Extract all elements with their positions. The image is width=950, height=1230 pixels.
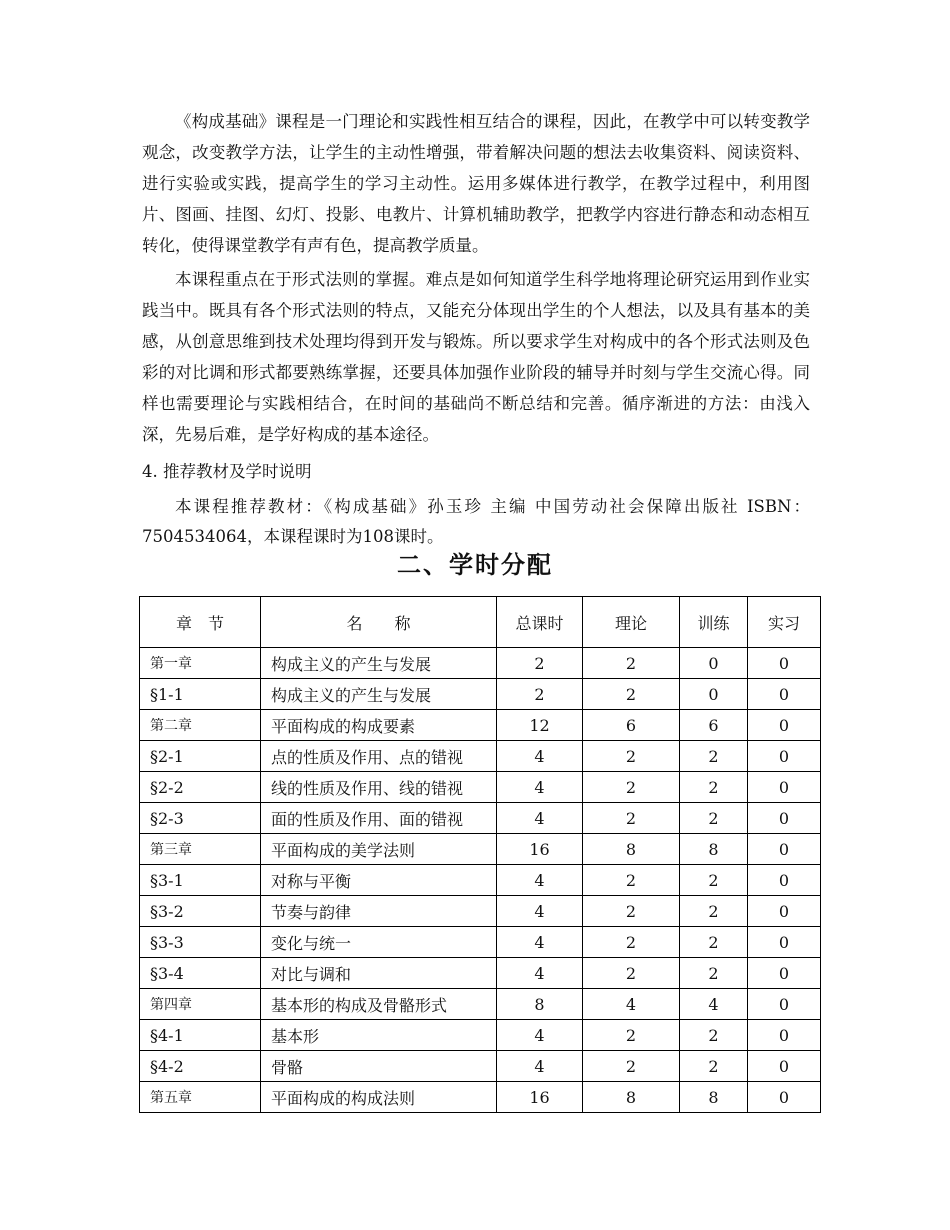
cell-total: 4 bbox=[497, 741, 583, 772]
cell-practice: 0 bbox=[748, 648, 821, 679]
cell-theory: 2 bbox=[583, 865, 680, 896]
cell-theory: 2 bbox=[583, 803, 680, 834]
table-row bbox=[140, 772, 821, 803]
cell-theory: 2 bbox=[583, 679, 680, 710]
cell-name: 基本形 bbox=[261, 1020, 497, 1051]
cell-practice: 0 bbox=[748, 1082, 821, 1113]
cell-total: 16 bbox=[497, 834, 583, 865]
table-row bbox=[140, 896, 821, 927]
cell-training: 2 bbox=[680, 1020, 748, 1051]
cell-practice: 0 bbox=[748, 896, 821, 927]
cell-total: 2 bbox=[497, 679, 583, 710]
header-theory: 理论 bbox=[583, 597, 680, 648]
cell-theory: 2 bbox=[583, 741, 680, 772]
cell-total: 4 bbox=[497, 896, 583, 927]
cell-section: §3-4 bbox=[140, 958, 261, 989]
cell-practice: 0 bbox=[748, 710, 821, 741]
section-4-title: 4. 推荐教材及学时说明 bbox=[142, 462, 312, 481]
table-row bbox=[140, 989, 821, 1020]
cell-practice: 0 bbox=[748, 927, 821, 958]
cell-total: 4 bbox=[497, 958, 583, 989]
table-row bbox=[140, 1051, 821, 1082]
cell-total: 4 bbox=[497, 1020, 583, 1051]
textbook-paragraph: 本课程推荐教材：《构成基础》孙玉珍 主编 中国劳动社会保障出版社 ISBN：7504534064，本课程课时为108课时。 bbox=[142, 497, 810, 546]
cell-name: 点的性质及作用、点的错视 bbox=[261, 741, 497, 772]
cell-total: 4 bbox=[497, 1051, 583, 1082]
cell-theory: 2 bbox=[583, 1051, 680, 1082]
table-row bbox=[140, 803, 821, 834]
cell-name: 变化与统一 bbox=[261, 927, 497, 958]
cell-name: 对称与平衡 bbox=[261, 865, 497, 896]
cell-name: 基本形的构成及骨骼形式 bbox=[261, 989, 497, 1020]
cell-practice: 0 bbox=[748, 834, 821, 865]
cell-theory: 4 bbox=[583, 989, 680, 1020]
header-name: 名 称 bbox=[261, 597, 497, 648]
cell-section: §2-1 bbox=[140, 741, 261, 772]
cell-training: 2 bbox=[680, 741, 748, 772]
cell-section: 第三章 bbox=[140, 834, 261, 865]
table-row bbox=[140, 958, 821, 989]
cell-section: §4-2 bbox=[140, 1051, 261, 1082]
cell-training: 0 bbox=[680, 679, 748, 710]
cell-section: §4-1 bbox=[140, 1020, 261, 1051]
cell-name: 线的性质及作用、线的错视 bbox=[261, 772, 497, 803]
cell-training: 2 bbox=[680, 896, 748, 927]
cell-practice: 0 bbox=[748, 679, 821, 710]
header-training: 训练 bbox=[680, 597, 748, 648]
cell-practice: 0 bbox=[748, 803, 821, 834]
cell-theory: 2 bbox=[583, 1020, 680, 1051]
cell-name: 构成主义的产生与发展 bbox=[261, 679, 497, 710]
cell-theory: 2 bbox=[583, 896, 680, 927]
table-row bbox=[140, 1082, 821, 1113]
cell-practice: 0 bbox=[748, 1020, 821, 1051]
header-section: 章 节 bbox=[140, 597, 261, 648]
table-row bbox=[140, 648, 821, 679]
cell-theory: 2 bbox=[583, 772, 680, 803]
cell-theory: 8 bbox=[583, 1082, 680, 1113]
cell-total: 16 bbox=[497, 1082, 583, 1113]
cell-section: 第四章 bbox=[140, 989, 261, 1020]
table-row bbox=[140, 679, 821, 710]
hours-table bbox=[139, 596, 821, 1113]
table-row bbox=[140, 865, 821, 896]
cell-theory: 8 bbox=[583, 834, 680, 865]
cell-section: 第一章 bbox=[140, 648, 261, 679]
cell-practice: 0 bbox=[748, 958, 821, 989]
cell-training: 2 bbox=[680, 927, 748, 958]
table-row bbox=[140, 834, 821, 865]
cell-name: 对比与调和 bbox=[261, 958, 497, 989]
cell-section: §3-3 bbox=[140, 927, 261, 958]
cell-section: §1-1 bbox=[140, 679, 261, 710]
table-header-row bbox=[140, 597, 821, 648]
cell-training: 6 bbox=[680, 710, 748, 741]
cell-training: 2 bbox=[680, 772, 748, 803]
cell-theory: 2 bbox=[583, 958, 680, 989]
table-row bbox=[140, 741, 821, 772]
cell-section: 第二章 bbox=[140, 710, 261, 741]
cell-name: 平面构成的构成要素 bbox=[261, 710, 497, 741]
cell-name: 平面构成的美学法则 bbox=[261, 834, 497, 865]
cell-name: 骨骼 bbox=[261, 1051, 497, 1082]
cell-theory: 2 bbox=[583, 648, 680, 679]
cell-name: 节奏与韵律 bbox=[261, 896, 497, 927]
cell-total: 4 bbox=[497, 927, 583, 958]
cell-training: 2 bbox=[680, 865, 748, 896]
cell-name: 构成主义的产生与发展 bbox=[261, 648, 497, 679]
cell-training: 2 bbox=[680, 958, 748, 989]
cell-training: 8 bbox=[680, 1082, 748, 1113]
cell-training: 4 bbox=[680, 989, 748, 1020]
cell-training: 2 bbox=[680, 1051, 748, 1082]
hours-allocation-heading: 二、学时分配 bbox=[397, 550, 553, 579]
cell-theory: 6 bbox=[583, 710, 680, 741]
cell-total: 4 bbox=[497, 865, 583, 896]
cell-total: 2 bbox=[497, 648, 583, 679]
cell-total: 4 bbox=[497, 772, 583, 803]
cell-section: 第五章 bbox=[140, 1082, 261, 1113]
course-focus-paragraph: 本课程重点在于形式法则的掌握。难点是如何知道学生科学地将理论研究运用到作业实践当中。既具有各个形式法则的特点，又能充分体现出学生的个人想法，以及具有基本的美感，从创意思维到技术处理均得到开发与锻炼。所以要求学生对构成中的各个形式法则及色彩的对比调和形式都要熟练掌握，还要具体加强作业阶段的辅导并时刻与学生交流心得。同样也需要理论与实践相结合，在时间的基础尚不断总结和完善。循序渐进的方法：由浅入深，先易后难，是学好构成的基本途径。 bbox=[142, 270, 810, 444]
cell-name: 平面构成的构成法则 bbox=[261, 1082, 497, 1113]
cell-section: §3-2 bbox=[140, 896, 261, 927]
cell-training: 2 bbox=[680, 803, 748, 834]
cell-practice: 0 bbox=[748, 772, 821, 803]
header-practice: 实习 bbox=[748, 597, 821, 648]
table-row bbox=[140, 927, 821, 958]
cell-name: 面的性质及作用、面的错视 bbox=[261, 803, 497, 834]
cell-section: §3-1 bbox=[140, 865, 261, 896]
cell-practice: 0 bbox=[748, 989, 821, 1020]
table-row bbox=[140, 710, 821, 741]
cell-theory: 2 bbox=[583, 927, 680, 958]
cell-training: 0 bbox=[680, 648, 748, 679]
teaching-method-paragraph: 《构成基础》课程是一门理论和实践性相互结合的课程，因此，在教学中可以转变教学观念，改变教学方法，让学生的主动性增强，带着解决问题的想法去收集资料、阅读资料、进行实验或实践，提高学生的学习主动性。运用多媒体进行教学，在教学过程中，利用图片、图画、挂图、幻灯、投影、电教片、计算机辅助教学，把教学内容进行静态和动态相互转化，使得课堂教学有声有色，提高教学质量。 bbox=[142, 112, 810, 255]
cell-practice: 0 bbox=[748, 1051, 821, 1082]
cell-practice: 0 bbox=[748, 865, 821, 896]
cell-section: §2-2 bbox=[140, 772, 261, 803]
cell-practice: 0 bbox=[748, 741, 821, 772]
cell-section: §2-3 bbox=[140, 803, 261, 834]
cell-total: 12 bbox=[497, 710, 583, 741]
cell-training: 8 bbox=[680, 834, 748, 865]
header-total: 总课时 bbox=[497, 597, 583, 648]
table-row bbox=[140, 1020, 821, 1051]
cell-total: 4 bbox=[497, 803, 583, 834]
cell-total: 8 bbox=[497, 989, 583, 1020]
